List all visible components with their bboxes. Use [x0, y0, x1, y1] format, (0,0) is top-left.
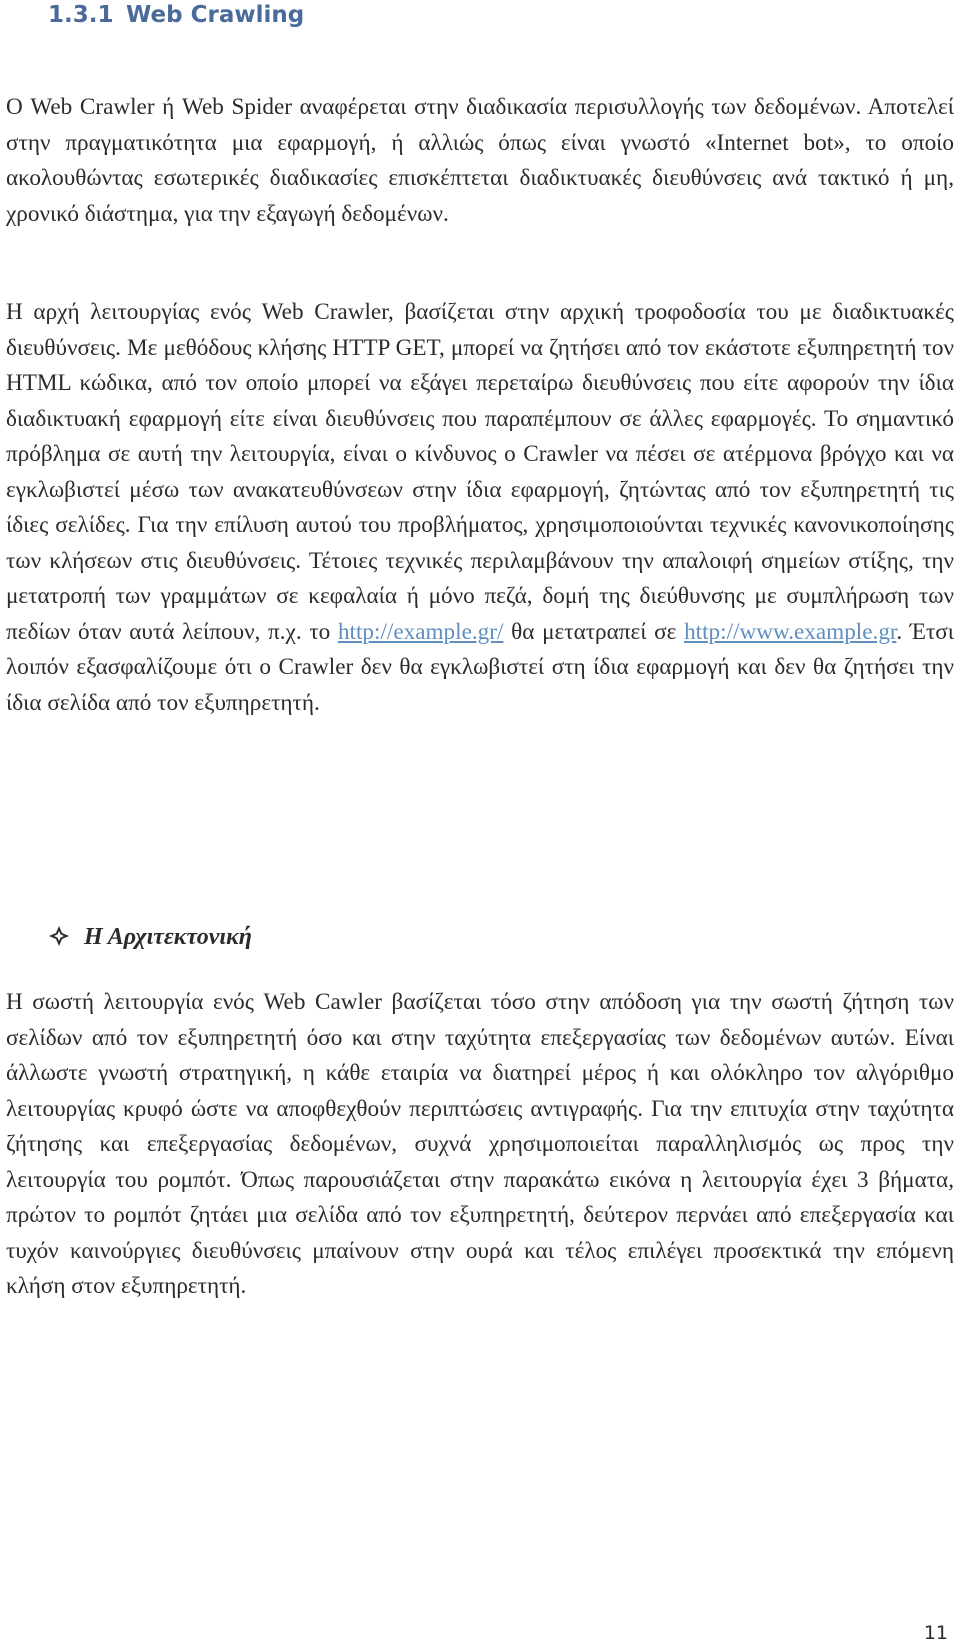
- section-title: Web Crawling: [126, 2, 305, 28]
- paragraph-architecture: Η σωστή λειτουργία ενός Web Cawler βασίζεται τόσο στην απόδοση για την σωστή ζήτηση των σελίδων από τον εξυπηρετητή όσο και στην ταχύτητα επεξεργασίας των δεδομένων αυτών. Είναι άλλωστε γνωστή στρατηγική, η κάθε εταιρία να διατηρεί μέρος ή και ολόκληρο τον αλγόριθμο λειτουργίας κρυφό ώστε να αποφθεχθούν περιπτώσεις αντιγραφής. Για την επιτυχία στην ταχύτητα ζήτησης και επεξεργασίας δεδομένων, συχνά χρησιμοποιείται παραλληλισμός ως προς την λειτουργία του ρομπότ. Όπως παρουσιάζεται στην παρακάτω εικόνα η λειτουργία έχει 3 βήματα, πρώτον το ρομπότ ζητάει μια σελίδα από τον εξυπηρετητή, δεύτερον περνάει από επεξεργασία και τυχόν καινούργιες διευθύνσεις μπαίνουν στην ουρά και τέλος επιλέγει προσεκτικά την επόμενη κλήση στον εξυπηρετητή.: [6, 989, 954, 1299]
- paragraph-text-part: . Έτσι λοιπόν εξασφαλίζουμε ότι ο Crawler δεν θα εγκλωβιστεί στη ίδια εφαρμογή και δεν θα ζητήσει την ίδια σελίδα από τον εξυπηρετητή.: [6, 618, 955, 716]
- paragraph-text-part: θα μετατραπεί σε: [511, 618, 677, 645]
- paragraph-crawler-operation: [6, 295, 954, 721]
- example-link[interactable]: http://example.gr/: [337, 618, 504, 645]
- page-number: 11: [923, 1622, 948, 1644]
- section-heading: [48, 0, 304, 30]
- diamond-bullet-icon: [48, 925, 70, 947]
- paragraph-text-part: Η αρχή λειτουργίας ενός Web Crawler, βασίζεται στην αρχική τροφοδοσία του με διαδικτυακές διευθύνσεις. Με μεθόδους κλήσης HTTP GET, μπορεί να ζητήσει από τον εκάστοτε εξυπηρετητή τον HTML κώδικα, από τον οποίο μπορεί να εξάγει περεταίρω διευθύνσεις που είτε αφορούν την ίδια διαδικτυακή εφαρμογή είτε είναι διευθύνσεις που παραπέμπουν σε άλλες εφαρμογές. Το σημαντικό πρόβλημα σε αυτή την λειτουργία, είναι ο κίνδυνος ο Crawler να πέσει σε ατέρμονα βρόγχο και να εγκλωβιστεί μέσω των ανακατευθύνσεων στην ίδια εφαρμογή, ζητώντας από τον εξυπηρετητή τις ίδιες σελίδες. Για την επίλυση αυτού του προβλήματος, χρησιμοποιούνται τεχνικές κανονικοποίησης των κλήσεων στις διευθύνσεις. Τέτοιες τεχνικές περιλαμβάνουν την απαλοιφή σημείων στίξης, την μετατροπή των γραμμάτων σε κεφαλαία ή μόνο πεζά, δομή της διεύθυνσης με συμπλήρωση των πεδίων όταν αυτά λείπουν, π.χ. το: [6, 299, 954, 645]
- architecture-subheading-text: Η Αρχιτεκτονική: [84, 924, 252, 950]
- paragraph-web-crawler-definition: Ο Web Crawler ή Web Spider αναφέρεται στην διαδικασία περισυλλογής των δεδομένων. Αποτελεί στην πραγματικότητα μια εφαρμογή, ή αλλιώς όπως είναι γνωστό «Internet bot», το οποίο ακολουθώντας εσωτερικές διαδικασίες επισκέπτεται διαδικτυακές διευθύνσεις ανά τακτικό ή μη, χρονικό διάστημα, για την εξαγωγή δεδομένων.: [6, 94, 954, 227]
- architecture-subheading: [48, 920, 252, 954]
- section-number: 1.3.1: [48, 2, 114, 28]
- example-www-link[interactable]: http://www.example.gr: [684, 618, 897, 645]
